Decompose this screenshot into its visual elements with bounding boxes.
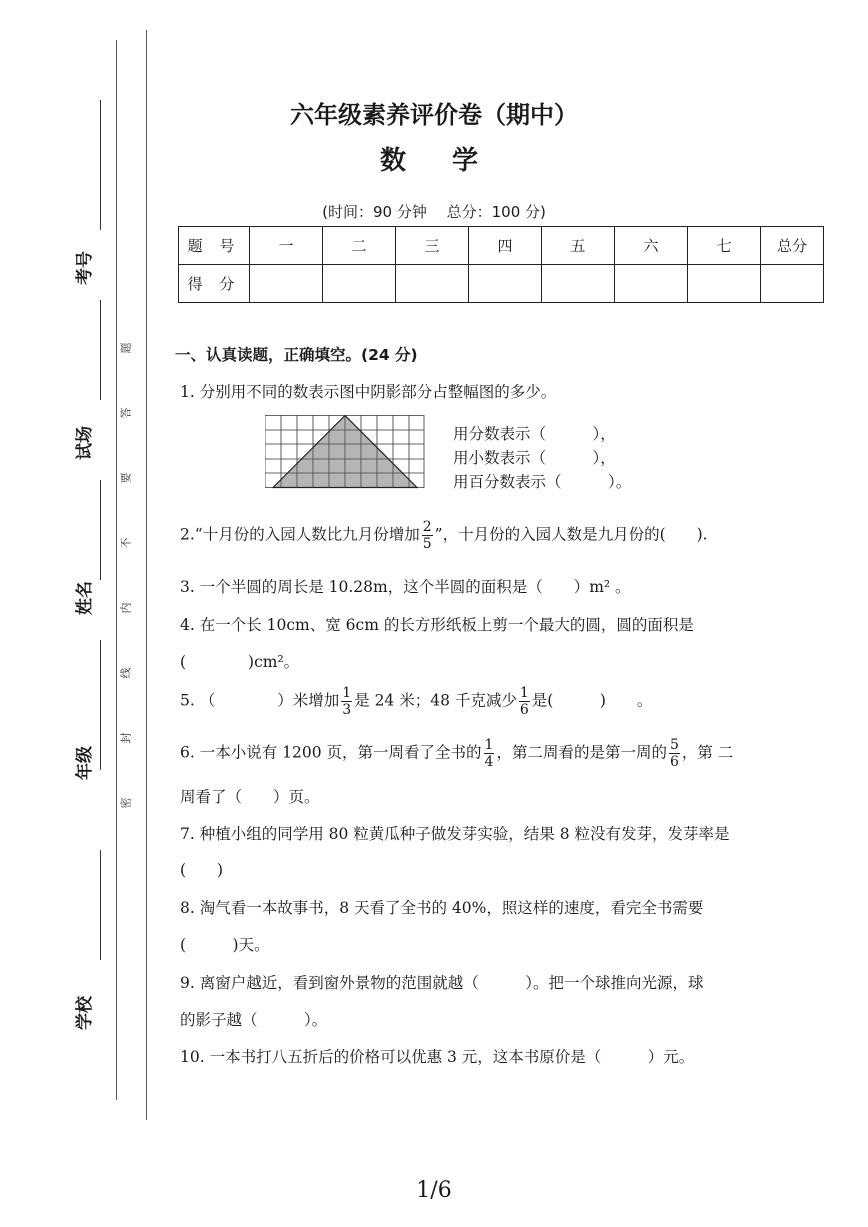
question-9-line1: 9. 离窗户越近，看到窗外景物的范围就越（ ）。把一个球推向光源，球 <box>180 974 704 992</box>
school-blank <box>100 850 101 960</box>
score-col-5: 五 <box>542 227 615 265</box>
q5-fraction-1 <box>341 686 352 717</box>
q5-fraction-2 <box>519 686 530 717</box>
q2-text-pre: 2.“十月份的入园人数比九月份增加 <box>180 525 420 544</box>
seal-char-6: 线 <box>119 667 133 679</box>
question-8-line1: 8. 淘气看一本故事书，8 天看了全书的 40%，照这样的速度，看完全书需要 <box>180 899 704 917</box>
question-1: 1. 分别用不同的数表示图中阴影部分占整幅图的多少。 <box>180 383 557 401</box>
q6-text-mid: ，第二周看的是第一周的 <box>496 743 667 762</box>
q1-decimal-answer[interactable]: 用小数表示（ ）， <box>453 449 616 467</box>
score-cell-7[interactable] <box>688 265 761 303</box>
q5-fraction-1-num: 1 <box>342 685 352 701</box>
page-number: 1/6 <box>416 1178 452 1203</box>
question-10: 10. 一本书打八五折后的价格可以优惠 3 元，这本书原价是（ ）元。 <box>180 1048 695 1066</box>
grade-blank <box>100 640 101 770</box>
seal-char-8: 密 <box>119 797 133 809</box>
q5-fraction-2-den: 6 <box>519 702 529 718</box>
q6-fraction-1-num: 1 <box>484 737 494 753</box>
question-2 <box>180 520 708 551</box>
school-label: 学校 <box>75 996 95 1030</box>
q6-text-post: ，第 二 <box>681 743 734 762</box>
seal-char-7: 封 <box>119 732 133 744</box>
score-cell-6[interactable] <box>615 265 688 303</box>
q2-text-post: ”，十月份的入园人数是九月份的( ). <box>434 525 708 544</box>
seal-char-3: 要 <box>119 472 133 484</box>
room-blank <box>100 300 101 400</box>
binding-line-outer <box>116 40 117 1100</box>
question-7-line1: 7. 种植小组的同学用 80 粒黄瓜种子做发芽实验，结果 8 粒没有发芽，发芽率是 <box>180 825 730 843</box>
exam-title: 六年级素养评价卷（期中） <box>290 101 578 129</box>
exam-no-label: 考号 <box>75 251 95 285</box>
exam-meta: (时间：90 分钟 总分：100 分) <box>322 203 546 221</box>
section-1-heading: 一、认真读题，正确填空。(24 分) <box>175 346 418 364</box>
name-blank <box>100 480 101 580</box>
subject-title: 数 学 <box>379 146 488 176</box>
name-label: 姓名 <box>75 581 95 615</box>
score-col-4: 四 <box>469 227 542 265</box>
score-cell-3[interactable] <box>396 265 469 303</box>
q1-fraction-answer[interactable]: 用分数表示（ ）， <box>453 425 616 443</box>
q5-text-pre: 5. （ ）米增加 <box>180 691 340 710</box>
score-table-header-row <box>179 227 824 265</box>
q2-fraction-den: 5 <box>422 536 432 552</box>
score-cell-4[interactable] <box>469 265 542 303</box>
q2-fraction-num: 2 <box>422 519 432 535</box>
grade-label: 年级 <box>75 746 95 780</box>
shaded-triangle <box>273 416 417 488</box>
q5-fraction-1-den: 3 <box>342 702 352 718</box>
question-4-line2: ( )cm²。 <box>180 653 300 671</box>
score-col-3: 三 <box>396 227 469 265</box>
score-cell-1[interactable] <box>250 265 323 303</box>
q2-fraction <box>422 520 433 551</box>
score-row2-label: 得 分 <box>179 265 250 303</box>
q5-fraction-2-num: 1 <box>519 685 529 701</box>
score-col-6: 六 <box>615 227 688 265</box>
seal-char-2: 答 <box>119 407 133 419</box>
q6-fraction-1 <box>484 738 495 769</box>
score-col-2: 二 <box>323 227 396 265</box>
score-col-7: 七 <box>688 227 761 265</box>
q6-fraction-2-den: 6 <box>669 754 679 770</box>
question-5 <box>180 686 652 717</box>
question-9-line2: 的影子越（ ）。 <box>180 1011 328 1029</box>
question-8-line2: ( )天。 <box>180 936 270 954</box>
room-label: 试场 <box>75 426 95 460</box>
q6-text-pre: 6. 一本小说有 1200 页，第一周看了全书的 <box>180 743 482 762</box>
q1-percent-answer[interactable]: 用百分数表示（ ）。 <box>453 473 632 491</box>
score-cell-5[interactable] <box>542 265 615 303</box>
question-3: 3. 一个半圆的周长是 10.28m，这个半圆的面积是（ ）m² 。 <box>180 578 631 596</box>
question-7-line2: ( ) <box>180 861 224 879</box>
q5-text-mid: 是 24 米；48 千克减少 <box>354 691 517 710</box>
score-cell-total[interactable] <box>761 265 824 303</box>
score-col-total: 总分 <box>761 227 824 265</box>
score-row-label: 题 号 <box>179 227 250 265</box>
score-table <box>178 226 824 303</box>
q6-fraction-1-den: 4 <box>484 754 494 770</box>
q6-fraction-2-num: 5 <box>669 737 679 753</box>
grid-triangle-figure <box>265 415 425 489</box>
score-cell-2[interactable] <box>323 265 396 303</box>
question-6-line1 <box>180 738 733 769</box>
question-6-line2: 周看了（ ）页。 <box>180 788 320 806</box>
seal-char-1: 题 <box>119 342 133 354</box>
seal-char-5: 内 <box>119 602 133 614</box>
score-table-score-row <box>179 265 824 303</box>
q5-text-post: 是( ) 。 <box>531 691 653 710</box>
seal-char-4: 不 <box>119 537 133 549</box>
q6-fraction-2 <box>669 738 680 769</box>
binding-line-inner <box>146 30 147 1120</box>
question-4-line1: 4. 在一个长 10cm、宽 6cm 的长方形纸板上剪一个最大的圆，圆的面积是 <box>180 616 694 634</box>
score-col-1: 一 <box>250 227 323 265</box>
